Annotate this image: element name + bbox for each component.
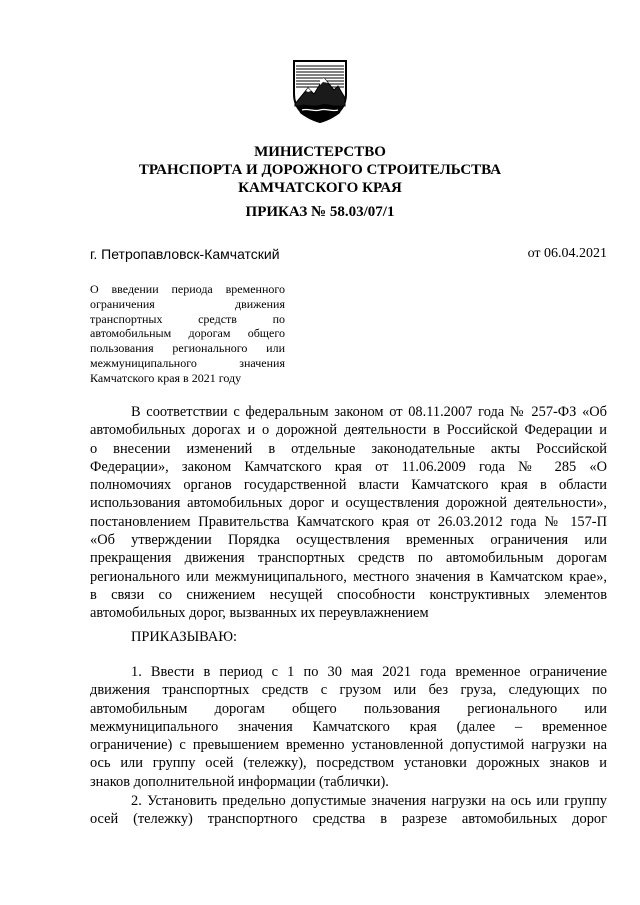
preamble-line: автомобильных дорогах и о дорожной деятельности в Российской Федерации и: [90, 422, 607, 439]
preamble-line: регионального или межмуниципального, местного значения в Камчатском крае»,: [90, 568, 607, 585]
kamchatka-coat-of-arms-icon: [290, 58, 350, 124]
subject-line: Камчатского края в 2021 году: [90, 370, 242, 385]
preamble-paragraph: [90, 403, 607, 623]
order-item-1: [90, 663, 607, 791]
issue-date: от 06.04.2021: [527, 246, 607, 261]
item-line: 2. Установить предельно допустимые значения нагрузки на ось или группу: [131, 793, 607, 809]
item-line: осей (тележку) транспортного средства в разрезе автомобильных дорог: [90, 811, 607, 828]
subject-line: транспортных средств по: [90, 311, 285, 326]
subject-line: пользования регионального или: [90, 341, 285, 356]
order-number: ПРИКАЗ № 58.03/07/1: [245, 204, 395, 220]
ministry-line-2: ТРАНСПОРТА И ДОРОЖНОГО СТРОИТЕЛЬСТВА: [138, 162, 502, 178]
preamble-line: автомобильных дорог, вызванных их переувлажнением: [90, 605, 429, 622]
item-line: 1. Ввести в период с 1 по 30 мая 2021 года временное ограничение: [131, 664, 607, 680]
preamble-line: В соответствии с федеральным законом от 08.11.2007 года № 257-ФЗ «Об: [131, 404, 607, 420]
item-line: межмуниципального значения Камчатского края (далее – временное: [90, 718, 607, 735]
subject-line: межмуниципального значения: [90, 355, 285, 370]
ministry-line-3: КАМЧАТСКОГО КРАЯ: [238, 180, 402, 196]
preamble-line: о внесении изменений в отдельные законодательные акты Российской: [90, 440, 607, 457]
item-line: ось или группу осей (тележку), посредством установки дорожных знаков и: [90, 755, 607, 772]
preamble-line: постановлением Правительства Камчатского края от 26.03.2012 года № 157-П: [90, 513, 607, 530]
preamble-line: в связи со снижением несущей способности конструктивных элементов: [90, 586, 607, 603]
subject-line: ограничения движения: [90, 296, 285, 311]
subject-line: автомобильным дорогам общего: [90, 326, 285, 341]
preamble-line: прекращения движения транспортных средств по автомобильным дорогам: [90, 550, 607, 567]
item-line: движения транспортных средств с грузом или без груза, следующих по: [90, 682, 607, 699]
item-line: автомобильным дорогам общего пользования регионального или: [90, 700, 607, 717]
order-subject: [90, 282, 285, 386]
order-item-2: [90, 792, 607, 829]
ministry-name: [90, 143, 550, 197]
item-line: знаков дополнительной информации (таблички).: [90, 773, 389, 790]
preamble-line: полномочиях органов государственной власти Камчатского края в области: [90, 477, 607, 494]
subject-line: О введении периода временного: [90, 282, 285, 296]
preamble-line: использования автомобильных дорог и осуществления дорожной деятельности»,: [90, 495, 607, 512]
orders-word: ПРИКАЗЫВАЮ:: [131, 629, 238, 645]
ministry-line-1: МИНИСТЕРСТВО: [254, 144, 386, 160]
issue-place: г. Петропавловск-Камчатский: [90, 246, 280, 262]
preamble-line: Федерации», законом Камчатского края от 11.06.2009 года № 285 «О: [90, 458, 607, 475]
preamble-line: «Об утверждении Порядка осуществления временных ограничения или: [90, 532, 607, 549]
item-line: ограничение) с превышением временно установленной допустимой нагрузки на: [90, 737, 607, 754]
